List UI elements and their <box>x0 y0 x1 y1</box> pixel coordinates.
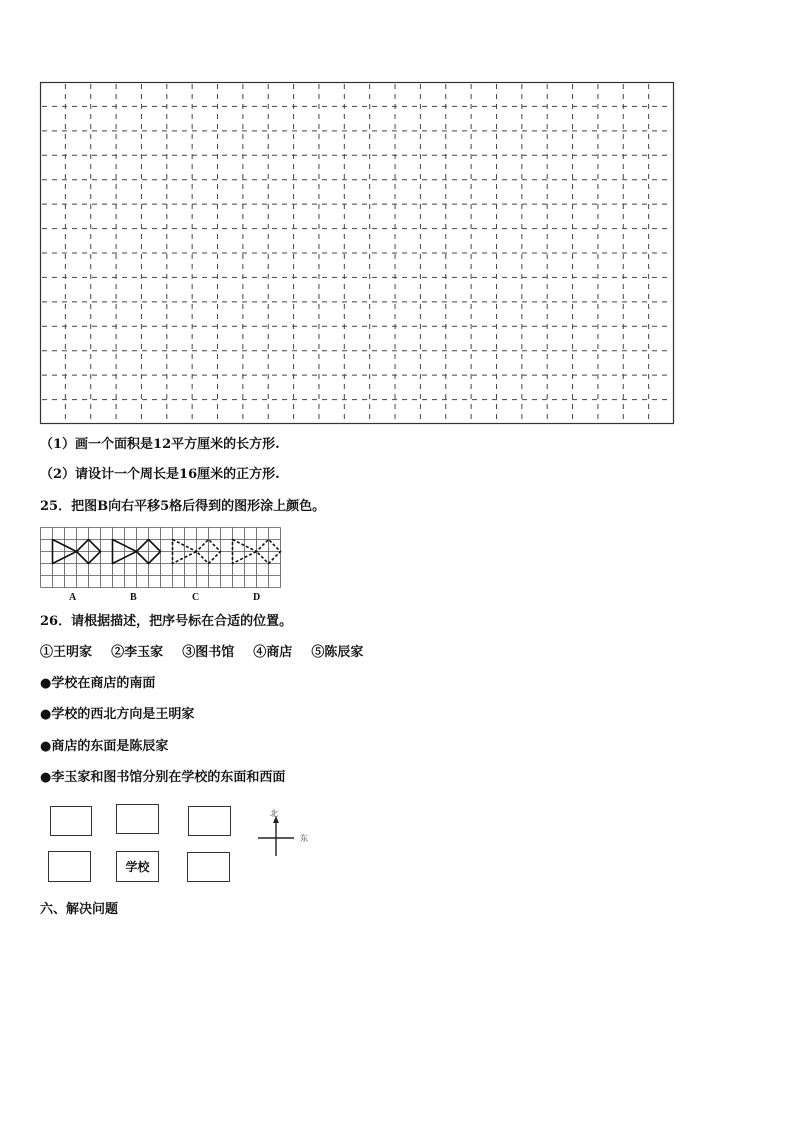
map-box-school <box>116 851 159 882</box>
map-box-north[interactable] <box>116 804 159 834</box>
compass-north-label: 北 <box>270 809 278 818</box>
translation-figure-grid <box>40 527 282 589</box>
school-label: 学校 <box>125 860 150 874</box>
q26-text: 26．请根据描述，把序号标在合适的位置。 <box>40 614 293 629</box>
place-num-3: ③ <box>182 645 196 660</box>
place-num-1: ① <box>40 645 54 660</box>
compass-east-label: 东 <box>300 834 308 843</box>
place-num-4: ④ <box>253 645 267 660</box>
clue-4: ●李玉家和图书馆分别在学校的东面和西面 <box>40 770 286 785</box>
place-name-1: 王明家 <box>53 645 93 660</box>
q24-part1: （1）画一个面积是12平方厘米的长方形. <box>40 437 280 452</box>
map-box-northeast[interactable] <box>188 806 231 836</box>
place-num-5: ⑤ <box>311 645 325 660</box>
figure-label-d: D <box>253 592 261 603</box>
q25-text: 25．把图B向右平移5格后得到的图形涂上颜色。 <box>40 499 326 514</box>
figure-label-c: C <box>192 592 200 603</box>
clue-3: ●商店的东面是陈辰家 <box>40 739 169 754</box>
dotted-grid <box>40 82 674 424</box>
place-name-2: 李玉家 <box>124 645 164 660</box>
map-box-west[interactable] <box>48 851 91 882</box>
section-6-title: 六、解决问题 <box>40 902 119 917</box>
figure-label-a: A <box>69 592 77 603</box>
map-box-east[interactable] <box>187 852 230 882</box>
map-box-northwest[interactable] <box>50 806 92 836</box>
clue-1: ●学校在商店的南面 <box>40 676 156 691</box>
place-name-3: 图书馆 <box>195 645 235 660</box>
place-name-5: 陈辰家 <box>324 645 364 660</box>
q26-place-list <box>40 645 363 661</box>
clue-2: ●学校的西北方向是王明家 <box>40 707 195 722</box>
q24-part2: （2）请设计一个周长是16厘米的正方形. <box>40 467 280 482</box>
figure-label-b: B <box>130 592 137 603</box>
place-name-4: 商店 <box>266 645 293 660</box>
place-num-2: ② <box>111 645 125 660</box>
